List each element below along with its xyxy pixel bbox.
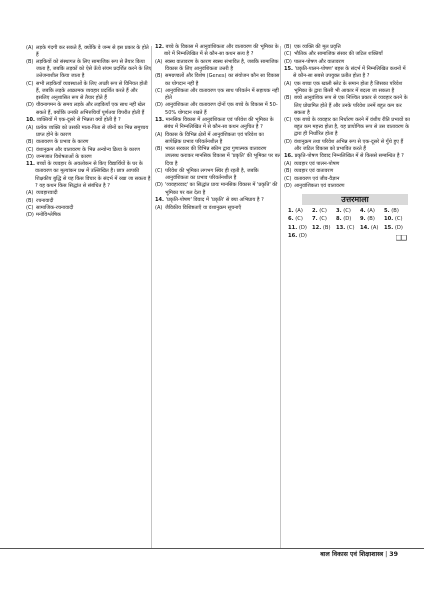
answer-number: 5. <box>384 208 390 215</box>
answer-cell <box>384 216 408 223</box>
option-label: (D) <box>26 153 34 160</box>
answer-option <box>155 168 281 182</box>
answer-cell <box>288 216 312 223</box>
answer-cell <box>288 233 312 240</box>
question-number: 15. <box>284 66 293 73</box>
option-label: (B) <box>284 168 292 175</box>
answer-option <box>284 139 410 153</box>
option-text: विकास के विभिन्न क्षेत्रों में आनुवंशिकता एवं परिवेश का सापेक्षिक प्रभाव परिवर्तनशील है <box>165 131 264 145</box>
answer-value: (B) <box>322 224 331 231</box>
question <box>155 44 281 58</box>
option-text: समग्रण्डलों और विशेष (Genes) का संयोजन कौन सा विकास का योगदान नहीं है <box>165 73 280 87</box>
answer-option <box>26 102 152 116</box>
answer-option <box>284 176 410 183</box>
option-text: जैविकीय विशिष्टताएँ या वंशानुक्रम सूचनाएँ <box>165 204 242 211</box>
answer-cell <box>384 225 408 232</box>
answer-option <box>155 88 281 102</box>
answer-row <box>288 208 410 215</box>
option-label: (A) <box>155 131 163 138</box>
option-text: सभी लड़कियाँ व्यवस्थाओं के लिए अच्छी रूप से विनियत होती हैं, जबकि लड़के आक्रामक व्यवहार प्रदर्शित करते हैं और इसलिए अनुशासित रूप से तैयार होते हैं <box>36 80 148 102</box>
option-text: पालन-पोषण और वातावरण <box>294 58 345 65</box>
option-text: रचनावादी <box>36 197 54 204</box>
answer-cell <box>336 216 360 223</box>
answer-value: (B) <box>367 216 375 223</box>
option-text: लड़कियों को संस्थागत के लिए सामाजिक रूप से तैयार किया जाता है, जबकि लड़कों को ऐसे ऊँचे संयम प्रदर्शित करने के लिए उत्तेजनाशील किया जाता है <box>36 59 152 80</box>
answer-row <box>288 225 410 232</box>
answer-option <box>284 117 410 138</box>
option-label: (C) <box>155 87 163 94</box>
question-number: 16. <box>284 153 293 160</box>
option-label: (C) <box>284 51 292 58</box>
answer-cell <box>336 225 360 232</box>
option-text: यौवनागमन के समय लड़के और लड़कियाँ एक साथ नहीं खेल सकते हैं, क्योंकि उनकी अभिरुचियाँ पूर्णतया विपरीत होती हैं <box>36 102 146 116</box>
page-number: 39 <box>389 551 398 558</box>
option-label: (B) <box>26 197 34 204</box>
answer-option <box>26 45 152 59</box>
footer-separator: | <box>385 551 388 558</box>
question-number: 14. <box>155 196 164 203</box>
option-label: (B) <box>155 73 163 80</box>
question-text: बच्चों के व्यवहार के अवलोकन से किए विद्यार्थियों के घर के वातावरण का मूल्यांकन प्रश्न में उल्लिखित है। छात्र आपकी शिक्षकीय बुद्धि से यह किस विचार के संदर्भ में रखा जा सकता है ? यह कथन किस सिद्धांत से संबंधित है ? <box>35 161 151 189</box>
answer-value: (C) <box>319 216 327 223</box>
option-text: बच्चे आनुवंशिक रूप से एक निश्चित प्रकार से व्यवहार करने के लिए प्रोग्रामित होते हैं और उनके परिवेश उनमें बहुत कम कर सकता है <box>294 95 408 116</box>
answer-number: 4. <box>360 208 366 215</box>
answer-value: (B) <box>391 208 399 215</box>
option-text: प्रत्येक व्यक्ति को उसकी माता-पिता से जीनों का भिन्न समुच्चय प्राप्त होने के कारण <box>36 124 149 138</box>
question-text: बच्चे के विकास में आनुवांशिकता और वातावरण की भूमिका के बारे में निम्नलिखित में से कौन-सा कथन सत्य है ? <box>164 44 279 58</box>
answer-value: (D) <box>343 216 352 223</box>
option-label: (A) <box>284 161 292 167</box>
question-text: मानसिक विकास में आनुवंशिकता एवं परिवेश की भूमिका के संबंध में निम्नलिखित में से कौन-सा कथन अनुचित है ? <box>164 116 274 131</box>
answer-number: 11. <box>288 224 298 231</box>
option-label: (C) <box>284 175 292 182</box>
question-list <box>284 44 410 190</box>
option-label: (C) <box>284 117 292 124</box>
answer-option <box>26 212 152 219</box>
answer-key-title: उत्तरमाला <box>302 194 408 205</box>
option-label: (D) <box>26 212 34 219</box>
question-column-3 <box>284 44 410 242</box>
answer-row <box>288 216 410 223</box>
answer-option <box>155 205 281 212</box>
option-label: (D) <box>284 138 292 145</box>
answer-number: 16. <box>288 232 298 239</box>
answer-number: 1. <box>288 208 294 215</box>
option-text: मनोविश्लेषिक <box>36 212 61 219</box>
option-text: जन्मजात विशेषताओं के कारण <box>36 153 92 160</box>
answer-number: 8. <box>336 216 342 223</box>
answer-option <box>284 183 410 190</box>
option-label: (C) <box>26 80 34 87</box>
answer-number: 14. <box>360 224 370 231</box>
option-label: (A) <box>26 44 34 51</box>
end-mark: ❑❑ <box>395 234 406 242</box>
option-text: वातावरण एवं जीव-वैज्ञान <box>294 175 340 182</box>
option-label: (A) <box>26 190 34 197</box>
answer-cell <box>312 208 336 215</box>
question-column-2 <box>155 44 281 212</box>
option-text: आनुवांशिकता एवं वातावरण <box>294 183 345 190</box>
answer-value: (D) <box>298 232 307 239</box>
answer-option <box>26 139 152 146</box>
answer-number: 7. <box>312 216 318 223</box>
answer-value: (D) <box>394 224 403 231</box>
option-text: वंशानुक्रम और वातावरण के भिन्न अन्योन्य क्रिया के कारण <box>36 146 140 153</box>
question-text: प्रकृति-पोषण विवाद निम्नलिखित में से किससे सम्बन्धित है ? <box>294 153 404 160</box>
answer-option <box>284 51 410 58</box>
option-label: (B) <box>284 44 292 50</box>
option-text: आनुवंशिकता और वातावरण दोनों एक बच्चे के विकास में 50-50% योगदान रखते हैं <box>165 102 278 116</box>
option-text: भौतिक और सामाजिक संसार की जटिल शक्तियाँ <box>294 51 383 58</box>
question-number: 12. <box>155 44 164 50</box>
answer-value: (C) <box>343 208 351 215</box>
option-label: (B) <box>26 59 34 66</box>
option-label: (A) <box>284 80 292 87</box>
question <box>26 117 152 124</box>
question <box>155 117 281 131</box>
answer-cell <box>360 216 384 223</box>
option-text: भारत सरकार की विभिन्न स्कीम द्वारा गुणात्मक वातावरण उपलब्ध कराकर मानसिक विकास में 'प्रकृति' की भूमिका पर बल दिया है <box>165 146 281 167</box>
option-text: परिवेश की भूमिका लगभग स्थिर ही रहती है, जबकि आनुवंशिकता का प्रभाव परिवर्तनशील है <box>165 167 259 182</box>
answer-number: 3. <box>336 208 342 215</box>
answer-value: (D) <box>298 224 307 231</box>
answer-value: (C) <box>319 208 327 215</box>
option-label: (D) <box>155 182 163 189</box>
answer-value: (C) <box>394 216 403 223</box>
answer-option <box>26 147 152 154</box>
answer-cell <box>312 225 336 232</box>
answer-cell <box>336 208 360 215</box>
answer-cell <box>360 208 384 215</box>
option-label: (A) <box>155 204 163 211</box>
answer-number: 15. <box>384 224 394 231</box>
option-label: (A) <box>155 58 163 65</box>
question <box>26 161 152 190</box>
answer-option <box>284 168 410 175</box>
question-text: 'प्रकृति-पोषण' विवाद में 'प्रकृति' से क्या अभिप्राय है ? <box>165 196 264 203</box>
column-divider <box>151 46 152 549</box>
question-column-1 <box>26 44 152 220</box>
answer-option <box>155 132 281 146</box>
answer-value: (A) <box>370 224 379 231</box>
option-label: (D) <box>155 102 163 109</box>
option-label: (D) <box>26 102 34 109</box>
question-text: 'प्रकृति-पालन-पोषण' बहस के संदर्भ में निम्नलिखित कथनों में से कौन-सा सबसे उपयुक्त प्रतीत होता है ? <box>293 66 406 80</box>
answer-number: 10. <box>384 216 394 223</box>
question <box>284 153 410 160</box>
answer-option <box>155 59 281 73</box>
option-label: (D) <box>284 58 292 65</box>
question-number: 13. <box>155 116 164 123</box>
answer-value: (A) <box>295 208 303 215</box>
option-label: (D) <box>284 183 292 190</box>
option-label: (C) <box>26 205 34 212</box>
option-text: 'व्यवहारवाद' का सिद्धांत प्रायः मानसिक विकास में 'प्रकृति' की भूमिका पर बल देता है <box>165 182 278 196</box>
answer-option <box>26 125 152 139</box>
answer-option <box>284 81 410 95</box>
column-divider <box>280 46 281 549</box>
option-text: एक बच्चे के व्यवहार का निर्धारण करने में वंशीय रीति प्रभावों का बहुत कम महत्त्व होता है, यह प्रायोगिक रूप से उस वातावरण के द्वारा ही निर्धारित होता है <box>294 117 410 138</box>
question <box>155 197 281 204</box>
option-label: (B) <box>284 95 292 102</box>
option-text: एक व्यक्ति की मूल प्रवृत्ति <box>294 44 341 50</box>
answer-option <box>284 95 410 116</box>
answer-cell <box>288 225 312 232</box>
answer-number: 6. <box>288 216 294 223</box>
answer-cell <box>288 208 312 215</box>
option-text: सामाजिक-रचनावादी <box>36 205 74 212</box>
option-label: (C) <box>26 146 34 153</box>
answer-number: 13. <box>336 224 346 231</box>
answer-option <box>26 59 152 80</box>
question-number: 11. <box>26 161 35 168</box>
option-text: व्यवहारवादी <box>36 190 58 197</box>
option-text: व्यवहार एवं पालन-पोषण <box>294 161 340 167</box>
option-label: (A) <box>26 124 34 131</box>
answer-option <box>26 198 152 205</box>
option-text: एक बच्चा एक खाली स्लेट के समान होता है जिसका परिवेश भूमिका के द्वारा किसी भी आकार में बदला जा सकता है <box>294 80 403 95</box>
answer-value: (C) <box>346 224 355 231</box>
option-text: वातावरण के प्रभाव के कारण <box>36 139 89 146</box>
answer-option <box>26 154 152 161</box>
option-label: (B) <box>26 139 34 146</box>
option-label: (C) <box>155 167 163 174</box>
answer-option <box>284 59 410 66</box>
option-label: (B) <box>155 146 163 153</box>
footer <box>320 550 398 559</box>
option-text: स्वस्थ वातावरण के कारण स्वस्थ संभावित है, जबकि सामाजिक विकास के लिए आनुवंशिकता उत्तरी है <box>165 58 279 73</box>
answer-cell <box>312 216 336 223</box>
answer-number: 12. <box>312 224 322 231</box>
question-text: व्यक्तियों में एक-दूसरे से भिन्नता क्यों होती है ? <box>36 116 121 123</box>
answer-option <box>155 73 281 87</box>
answer-option <box>26 190 152 197</box>
answer-number: 2. <box>312 208 318 215</box>
answer-option <box>155 102 281 116</box>
answer-number: 9. <box>360 216 366 223</box>
answer-option <box>155 146 281 167</box>
option-text: वंशानुक्रम तथा परिवेश अभिन्न रूप से एक-दूसरे से गुँथे हुए हैं और जटिल विकास को प्रभावित करते हैं <box>294 138 404 152</box>
answer-value: (A) <box>367 208 375 215</box>
answer-value: (C) <box>295 216 303 223</box>
footer-book-title: बाल विकास एवं शिक्षाशास्त्र <box>320 551 384 558</box>
answer-option <box>26 81 152 102</box>
option-text: लड़के गंदगी कर सकते हैं, क्योंकि वे जन्म से इस प्रकार के होते हैं <box>36 44 149 58</box>
answer-cell <box>384 208 408 215</box>
question-number: 10. <box>26 116 35 123</box>
option-text: व्यवहार एवं वातावरण <box>294 168 334 175</box>
answer-cell <box>360 225 384 232</box>
option-text: आनुवंशिकता और वातावरण एक साथ परिवर्तन में सहायक नहीं होते <box>165 87 279 102</box>
question <box>284 66 410 80</box>
answer-option <box>155 182 281 196</box>
